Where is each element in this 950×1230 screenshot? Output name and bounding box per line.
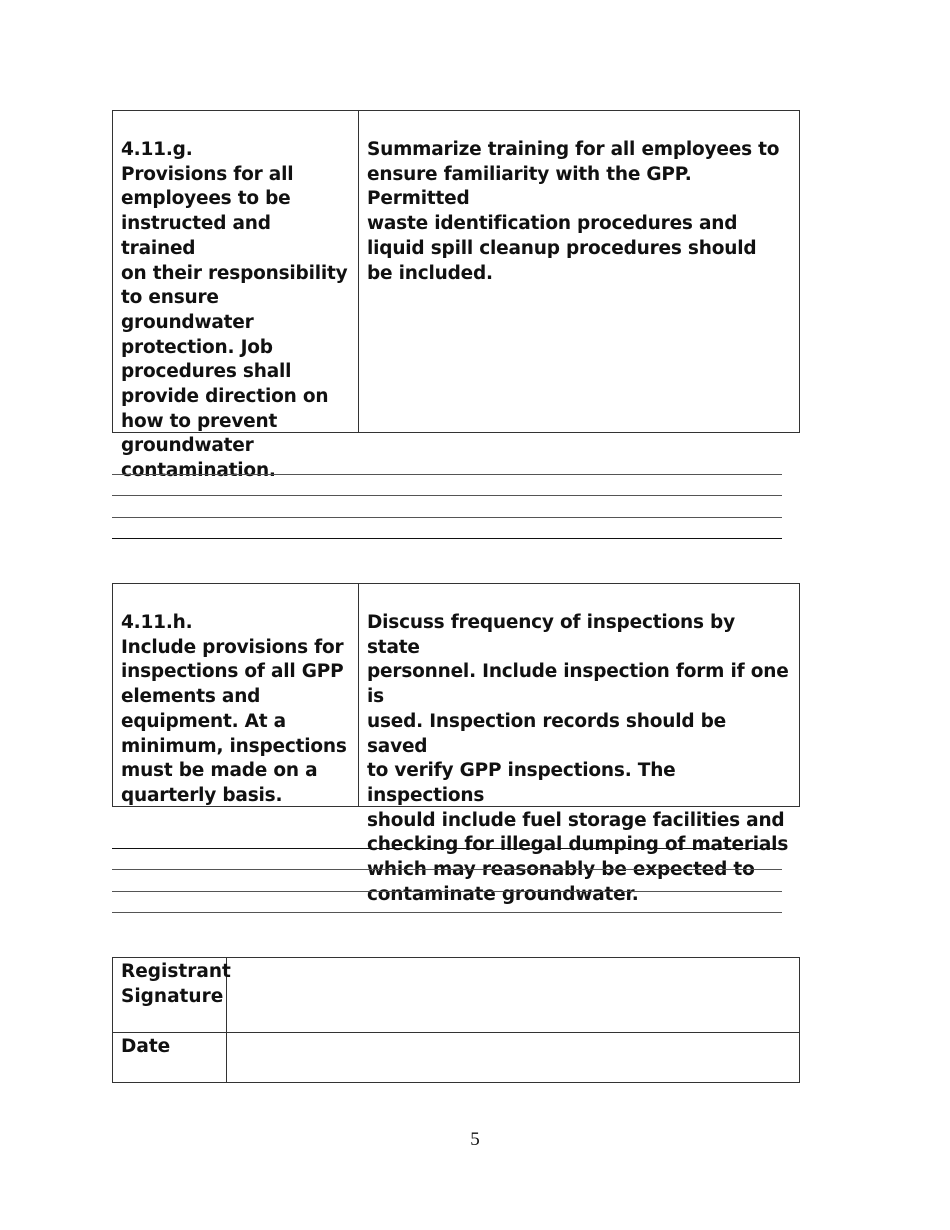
signature-label: Registrant Signature xyxy=(113,958,227,1032)
section-table-4-11-h xyxy=(112,583,800,905)
section-id: 4.11.g. xyxy=(121,139,193,160)
requirement-text: Provisions for all employees to be instructed and trained on their responsibility to ensure groundwater protection. Job procedures shall provide direction on how to prevent groundwater contamination. xyxy=(121,163,348,482)
response-line[interactable] xyxy=(112,474,782,475)
signature-table xyxy=(112,957,800,1083)
signature-field[interactable] xyxy=(227,958,799,1032)
guidance-text: Summarize training for all employees to ensure familiarity with the GPP. Permitted waste identification procedures and liquid spill cleanup procedures should be included. xyxy=(367,139,780,284)
response-line[interactable] xyxy=(112,517,782,518)
guidance-cell xyxy=(359,584,799,905)
requirement-text: Include provisions for inspections of all GPP elements and equipment. At a minimum, inspections must be made on a quarterly basis. xyxy=(121,636,347,806)
response-line[interactable] xyxy=(112,869,782,870)
section-id: 4.11.h. xyxy=(121,612,193,633)
requirement-cell xyxy=(113,111,359,482)
requirement-cell xyxy=(113,584,359,806)
date-label: Date xyxy=(113,1033,227,1083)
guidance-cell xyxy=(359,111,799,432)
response-line[interactable] xyxy=(112,495,782,496)
response-line[interactable] xyxy=(112,891,782,892)
section-table-4-11-g xyxy=(112,110,800,482)
response-line[interactable] xyxy=(112,538,782,539)
date-field[interactable] xyxy=(227,1033,799,1083)
response-line[interactable] xyxy=(112,848,782,849)
page-number: 5 xyxy=(470,1129,480,1150)
response-line[interactable] xyxy=(112,912,782,913)
guidance-text: Discuss frequency of inspections by state personnel. Include inspection form if one is used. Inspection records should be saved to verify GPP inspections. The inspections should include fuel storage facilities and checking for illegal dumping of materials which may reasonably be expected to contaminate groundwater. xyxy=(367,612,789,905)
